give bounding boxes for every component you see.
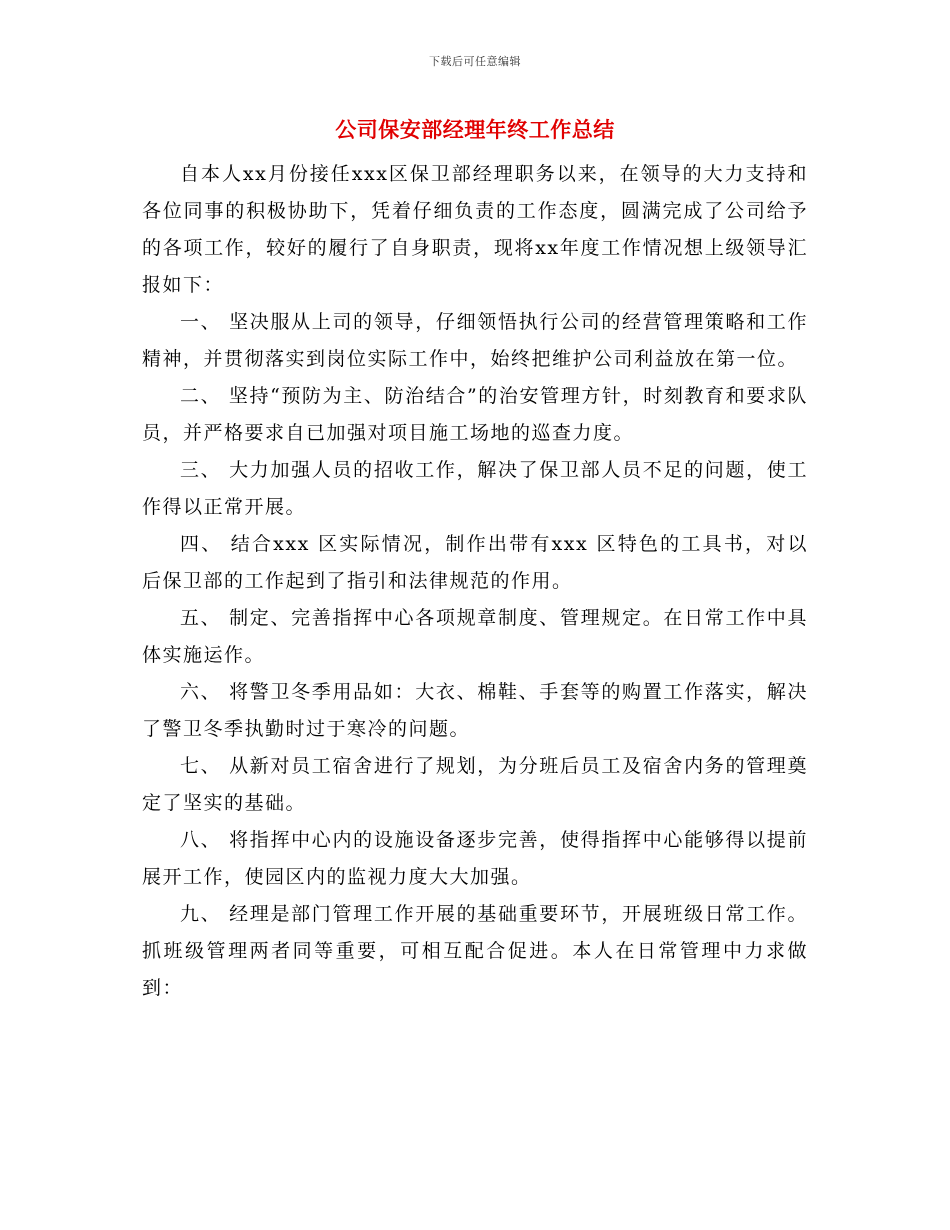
paragraph-item-3: 三、 大力加强人员的招收工作，解决了保卫部人员不足的问题，使工作得以正常开展。 <box>142 459 808 518</box>
paragraph-item-9: 九、 经理是部门管理工作开展的基础重要环节，开展班级日常工作。抓班级管理两者同等重要，可相互配合促进。本人在日常管理中力求做到： <box>142 903 808 999</box>
paragraph-intro: 自本人xx月份接任xxx区保卫部经理职务以来，在领导的大力支持和各位同事的积极协助下，凭着仔细负责的工作态度，圆满完成了公司给予的各项工作，较好的履行了自身职责，现将xx年度工作情况想上级领导汇报如下： <box>142 163 808 296</box>
paragraph-item-6: 六、 将警卫冬季用品如：大衣、棉鞋、手套等的购置工作落实，解决了警卫冬季执勤时过于寒冷的问题。 <box>142 681 808 740</box>
document-title: 公司保安部经理年终工作总结 <box>335 117 615 142</box>
page-header-note: 下载后可任意编辑 <box>429 55 521 68</box>
paragraph-item-1: 一、 坚决服从上司的领导，仔细领悟执行公司的经营管理策略和工作精神，并贯彻落实到岗位实际工作中，始终把维护公司利益放在第一位。 <box>142 311 808 370</box>
paragraph-item-4: 四、 结合xxx 区实际情况，制作出带有xxx 区特色的工具书，对以后保卫部的工作起到了指引和法律规范的作用。 <box>142 533 808 592</box>
paragraph-item-5: 五、 制定、完善指挥中心各项规章制度、管理规定。在日常工作中具体实施运作。 <box>142 607 808 666</box>
document-body <box>142 156 808 1007</box>
paragraph-item-2: 二、 坚持“预防为主、防治结合”的治安管理方针，时刻教育和要求队员，并严格要求自已加强对项目施工场地的巡查力度。 <box>142 385 808 444</box>
paragraph-item-8: 八、 将指挥中心内的设施设备逐步完善，使得指挥中心能够得以提前展开工作，使园区内的监视力度大大加强。 <box>142 829 808 888</box>
paragraph-item-7: 七、 从新对员工宿舍进行了规划，为分班后员工及宿舍内务的管理奠定了坚实的基础。 <box>142 755 808 814</box>
